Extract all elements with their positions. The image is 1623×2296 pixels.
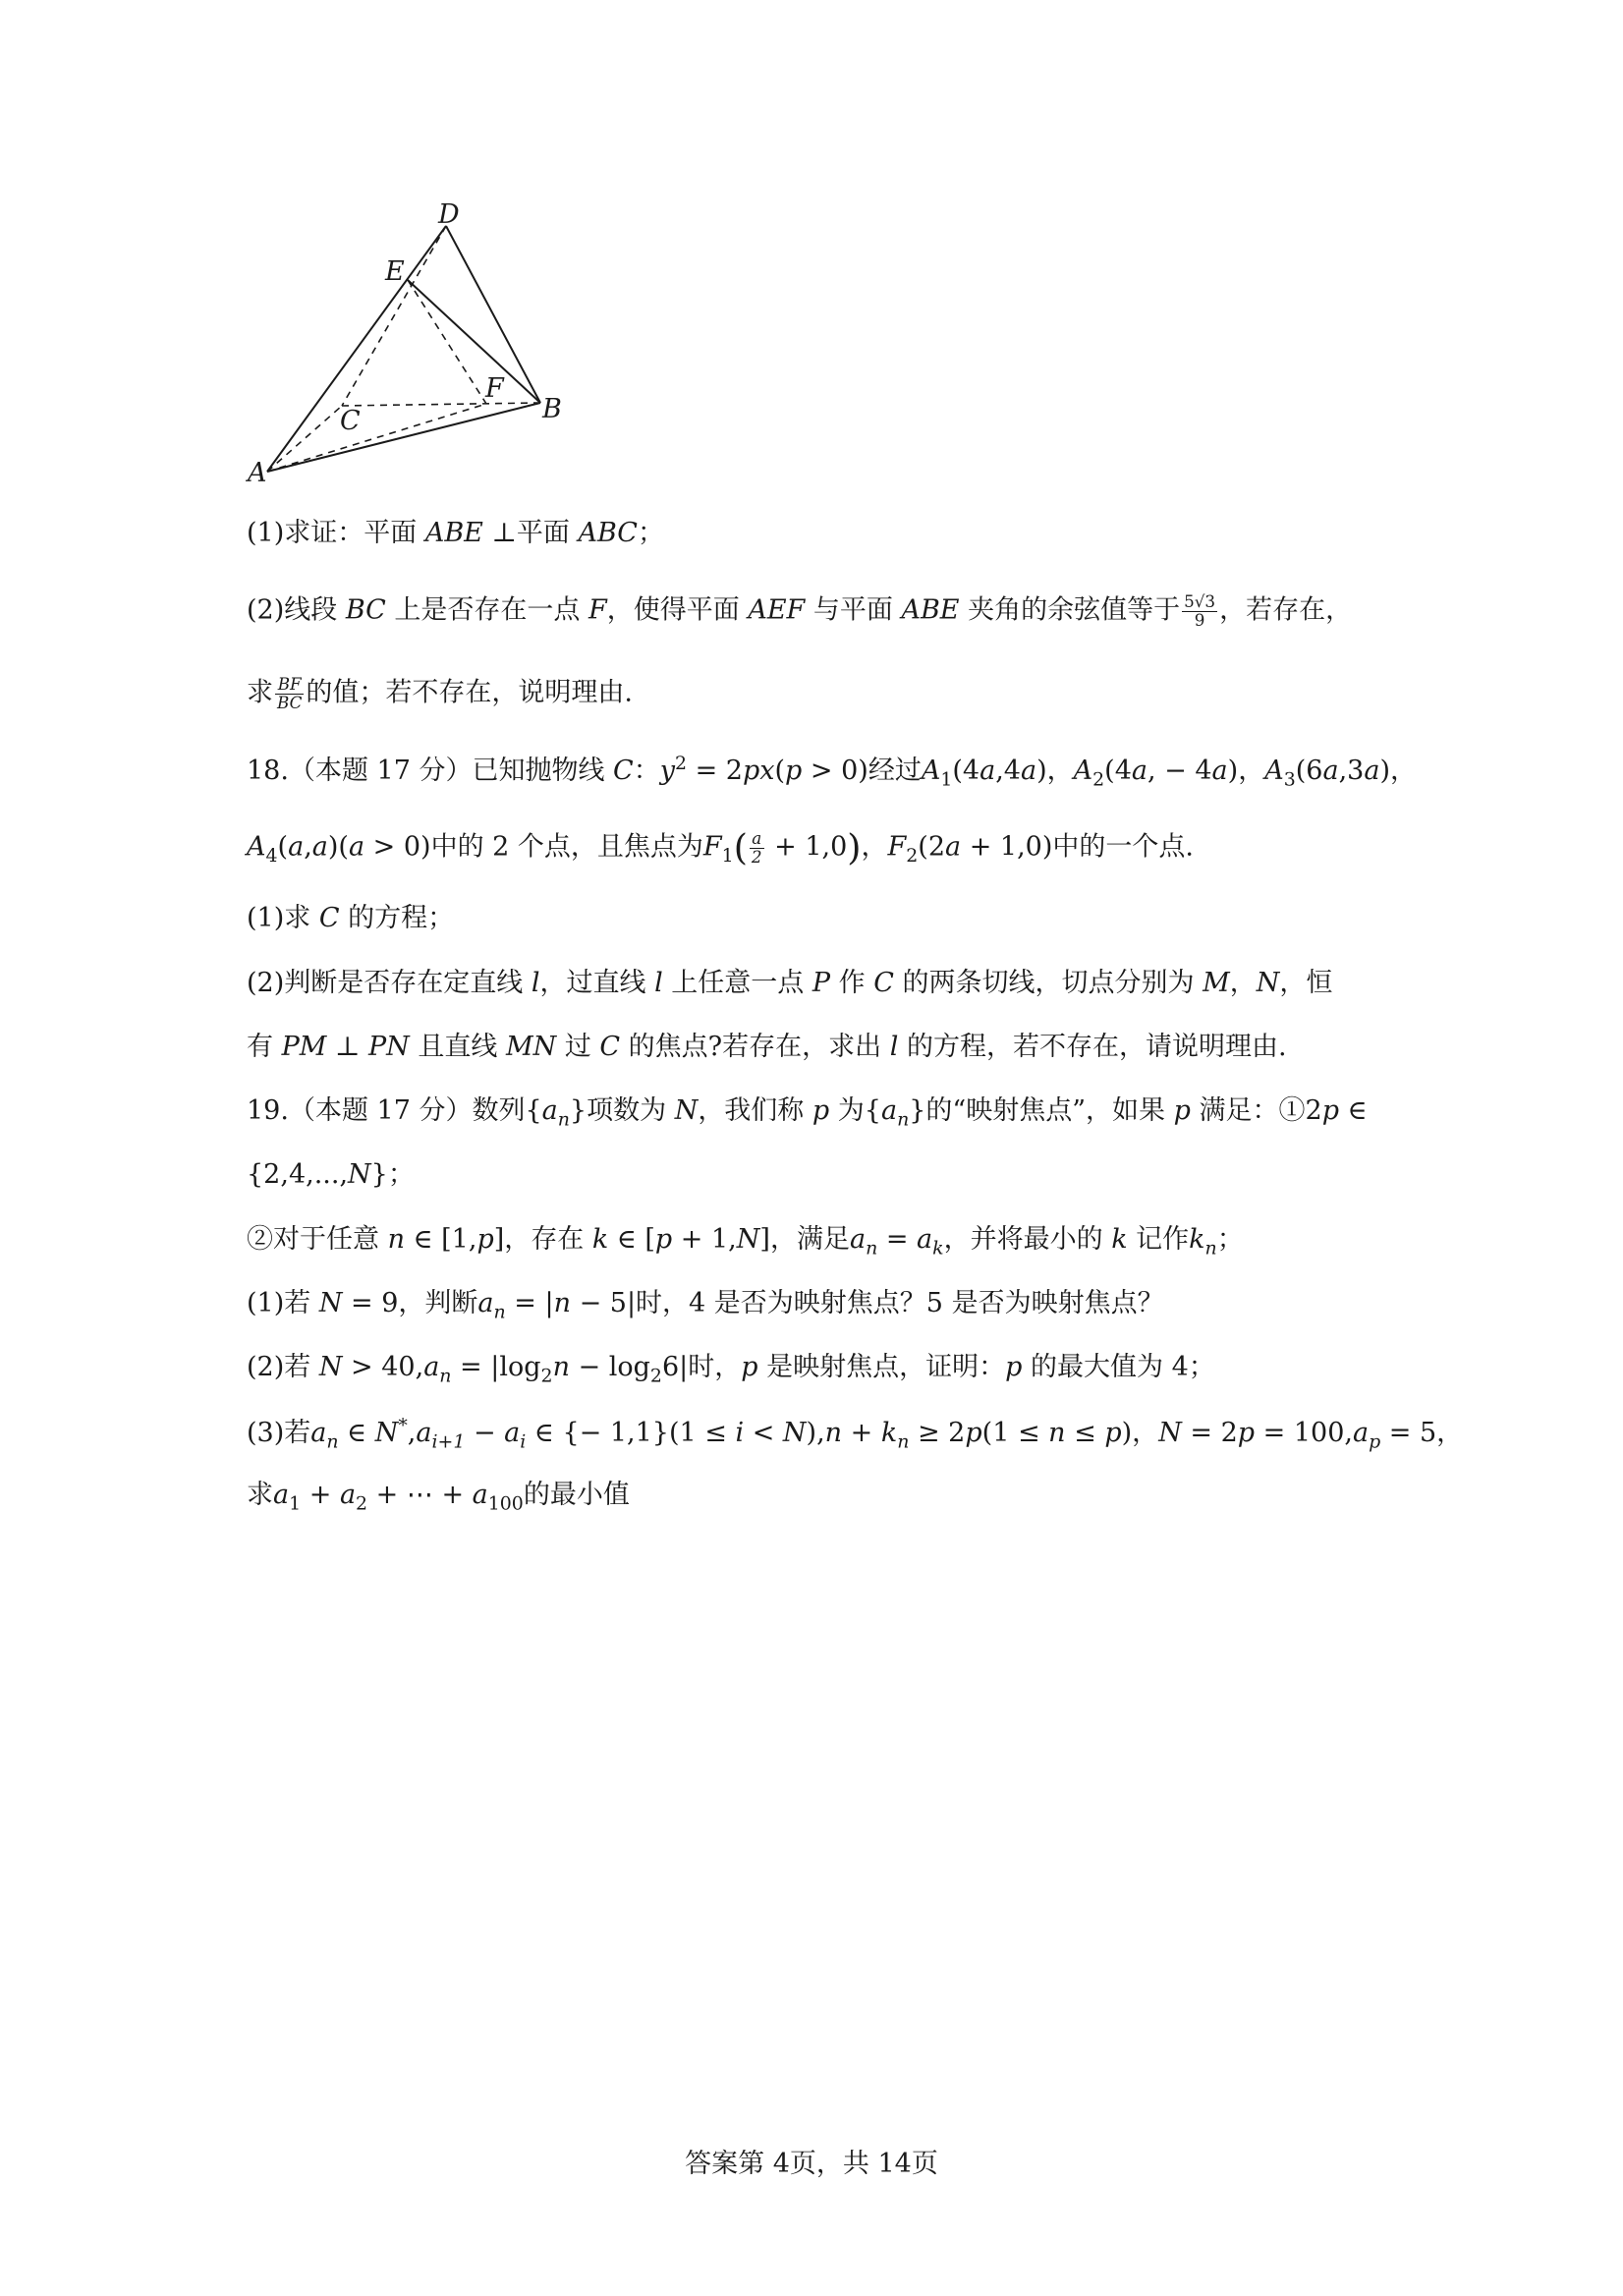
- edge-AF: [267, 404, 486, 472]
- label-D: D: [438, 201, 460, 230]
- label-F: F: [485, 373, 504, 404]
- label-A: A: [248, 458, 267, 488]
- focus-fraction: $\frac{a}{2}$: [751, 828, 762, 867]
- q18-part2-line2: 有 PM ⊥ PN 且直线 MN 过 C 的焦点?若存在，求出 l 的方程，若不存在，请说明理由.: [247, 1032, 1287, 1062]
- q19-part2: (2)若 $N > 40,a_n = |\log_2n - \log_26|$时，p 是映射焦点，证明：p 的最大值为 4；: [247, 1352, 1215, 1387]
- tetrahedron-diagram: [236, 201, 589, 496]
- q18-part2-line1: (2)判断是否存在定直线 l，过直线 l 上任意一点 P 作 C 的两条切线，切点分别为 M，N，恒: [247, 968, 1333, 998]
- q19-condition2: ②对于任意 n ∈ [1,p]，存在 k ∈ [p + 1,N]，满足$a_n = a_k$，并将最小的 k 记作$k_n$；: [247, 1224, 1244, 1260]
- q18-part1: (1)求 C 的方程；: [247, 903, 455, 933]
- q19-part3-line1: (3)若$a_n$ ∈ $N^*,a_{i+1} - a_i$ ∈ {− $1,1\}(1 \le i < N),n + k_n \ge 2p(1 \le n \le p)$，$N = 2p = 100,a_p = 5$，: [247, 1415, 1464, 1453]
- label-B: B: [542, 394, 562, 424]
- q19-stem-line2: {2,4,...,N}；: [247, 1159, 415, 1190]
- q19-part3-line2: 求$a_1 + a_2$ + ⋯ + $a_{100}$的最小值: [247, 1480, 630, 1515]
- q18-stem-line2: $A_4(a,a)(a > 0)$中的 2 个点，且焦点为$F_1$( $\frac{a}{2}$ + 1,0)，$F_2(2a + 1,0)$中的一个点.: [247, 826, 1194, 868]
- q17-part1: (1)求证：平面 ABE ⊥平面 ABC；: [247, 518, 664, 548]
- edge-CB: [342, 403, 540, 406]
- q17-part2-line2: 求 $\frac{BF}{BC}$ 的值；若不存在，说明理由.: [247, 674, 634, 712]
- label-E: E: [385, 256, 405, 287]
- q19-stem-line1: 19.（本题 17 分）数列$\{a_n\}$项数为 N，我们称 p 为$\{a_n\}$的“映射焦点”，如果 p 满足：①2p ∈: [247, 1095, 1368, 1131]
- edge-EB: [408, 280, 540, 403]
- q17-part2-line1: (2)线段 BC 上是否存在一点 F，使得平面 AEF 与平面 ABE 夹角的余弦值等于 $\frac{5√3}{9}$ ，若存在，: [247, 591, 1353, 630]
- label-C: C: [340, 406, 361, 436]
- bf-bc-fraction: $\frac{BF}{BC}$: [277, 674, 303, 712]
- q19-part1: (1)若 N = 9，判断$a_n = |n - 5|$时，4 是否为映射焦点？5 是否为映射焦点？: [247, 1288, 1164, 1323]
- edge-AB: [267, 403, 540, 472]
- page-footer: 答案第 4页，共 14页: [685, 2149, 938, 2179]
- cosine-fraction: $\frac{5√3}{9}$: [1184, 591, 1216, 630]
- tetrahedron-svg: [236, 201, 589, 496]
- q18-stem-line1: 18.（本题 17 分）已知抛物线 C：$y^2 = 2px(p > 0)$经过$A_1(4a,4a)$，$A_2(4a$, − 4a)，$A_3(6a,3a)$，: [247, 753, 1417, 791]
